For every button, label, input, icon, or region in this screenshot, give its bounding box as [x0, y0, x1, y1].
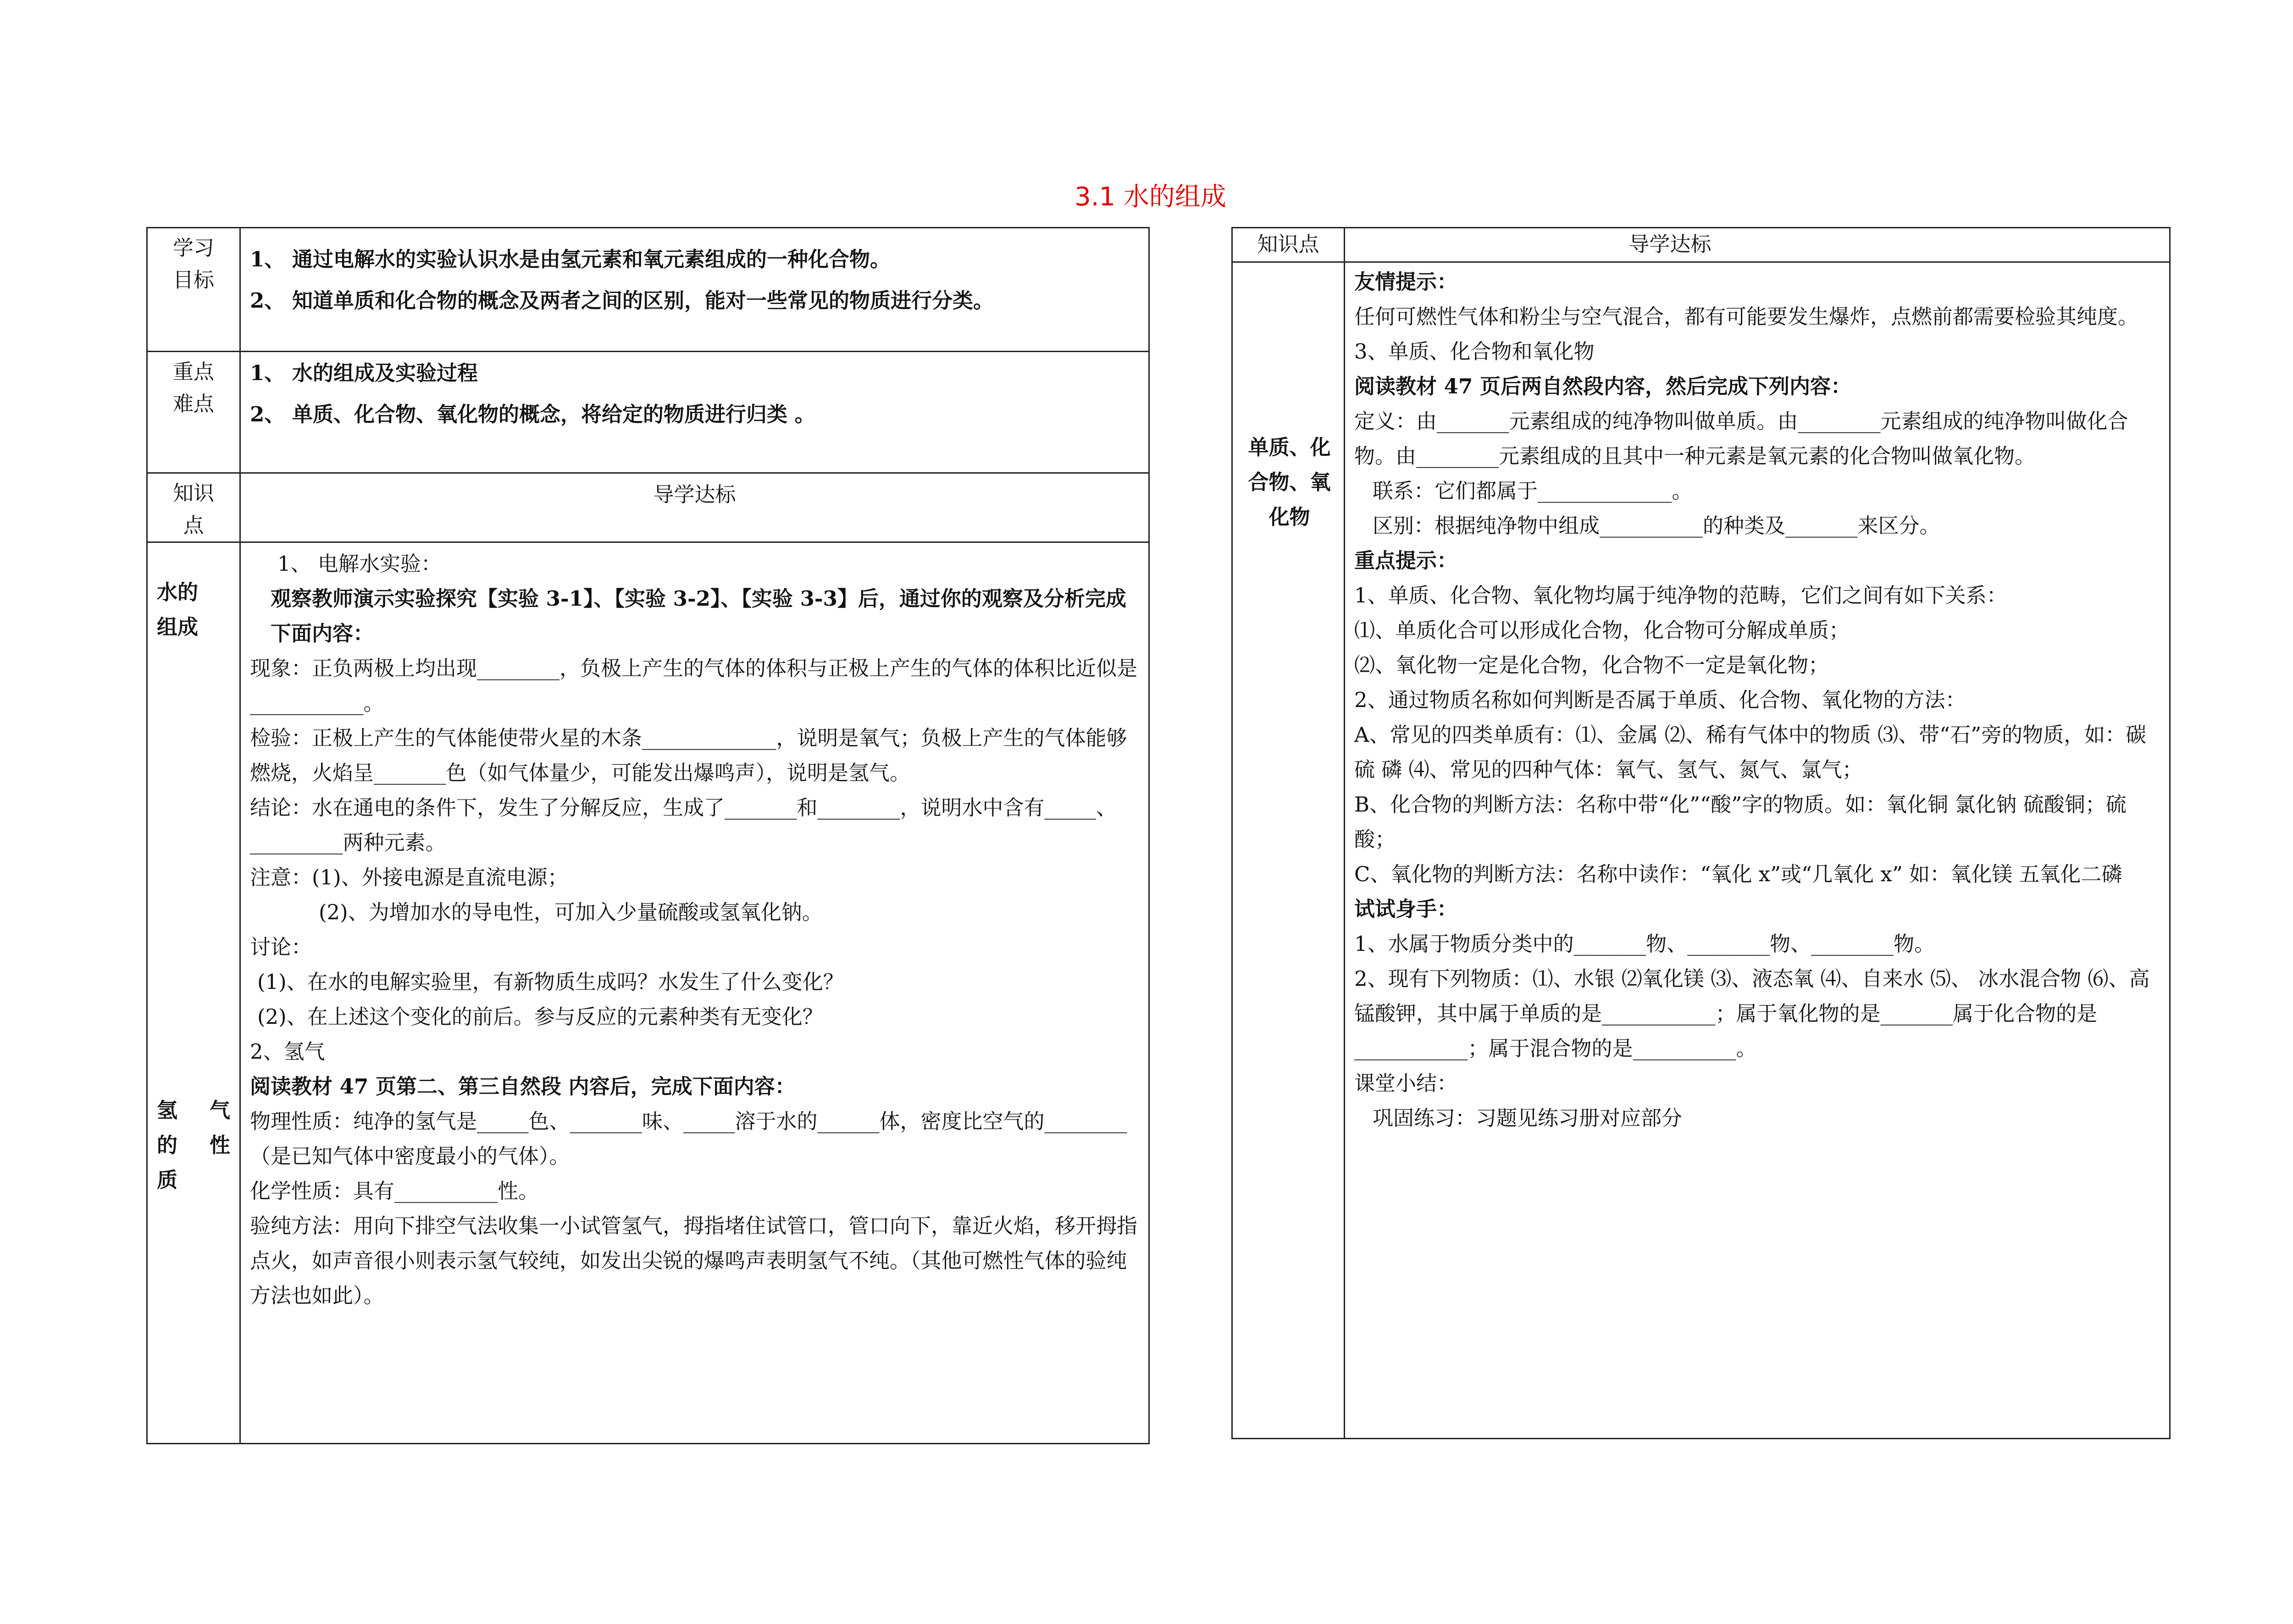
line-conclusion: 结论：水在通电的条件下，发生了分解反应，生成了_______和________，说明水中含有_____、_________两种元素。: [250, 795, 1117, 855]
guide-label-right: 导学达标: [1345, 228, 2170, 262]
line-method-a: A、常见的四类单质有：⑴、金属 ⑵、稀有气体中的物质 ⑶、带“石”旁的物质，如：碳 硫 磷 ⑷、常见的四种气体：氧气、氢气、氮气、氯气；: [1354, 723, 2147, 782]
line-definition: 定义：由_______元素组成的纯净物叫做单质。由________元素组成的纯净物叫做化合物。由________元素组成的且其中一种元素是氧元素的化合物叫做氧化物。: [1354, 409, 2128, 468]
left-header-row: [147, 473, 1149, 542]
keypoints-row: [147, 352, 1149, 473]
right-guide-table: [1231, 227, 2171, 1439]
line-hydrogen-heading: 2、氢气: [250, 1039, 325, 1064]
section-substance-classes-label: 单质、化合物、氧化物: [1248, 435, 1331, 529]
line-difference: 区别：根据纯净物中组成__________的种类及_______来区分。: [1373, 514, 1940, 538]
line-observe-instruction: 观察教师演示实验探究【实验 3-1】、【实验 3-2】、【实验 3-3】后，通过你的观察及分析完成下面内容：: [271, 586, 1126, 646]
line-physical-properties: 物理性质：纯净的氢气是_____色、_______味、_____溶于水的______体，密度比空气的________（是已知气体中密度最小的气体）。: [250, 1109, 1127, 1168]
line-note-1: 注意：(1)、外接电源是直流电源；: [250, 865, 568, 889]
goal-2: 2、 知道单质和化合物的概念及两者之间的区别，能对一些常见的物质进行分类。: [250, 288, 994, 313]
goals-label: 学习目标: [147, 228, 240, 352]
line-method-intro: 2、通过物质名称如何判断是否属于单质、化合物、氧化物的方法：: [1354, 688, 1966, 712]
line-exercise-2: 2、现有下列物质：⑴、水银 ⑵氧化镁 ⑶、液态氧 ⑷、自来水 ⑸、 冰水混合物 ⑹、高锰酸钾，其中属于单质的是___________；属于氧化物的是_______属于化合物的是___________；属于混合物的是__________。: [1354, 967, 2150, 1061]
section-water-composition-label: 水的组成: [157, 580, 199, 639]
right-header-row: [1232, 228, 2170, 262]
left-guide-table: [146, 227, 1150, 1444]
line-method-c: C、氧化物的判断方法：名称中读作：“氧化 x”或“几氧化 x” 如：氧化镁 五氧化二磷: [1354, 862, 2122, 886]
line-discussion-1: (1)、在水的电解实验里，有新物质生成吗？水发生了什么变化？: [257, 970, 844, 994]
line-test: 检验：正极上产生的气体能使带火星的木条_____________，说明是氧气；负极上产生的气体能够燃烧，火焰呈_______色（如气体量少，可能发出爆鸣声），说明是氢气。: [250, 726, 1127, 785]
line-class-summary: 课堂小结：: [1354, 1071, 1458, 1095]
page-title: 3.1 水的组成: [1074, 182, 1226, 212]
line-friendly-tip: 友情提示：: [1354, 270, 1458, 294]
line-try-it: 试试身手：: [1354, 897, 1458, 921]
kp-label-right: 知识点: [1232, 228, 1345, 262]
line-chemical-properties: 化学性质：具有__________性。: [250, 1179, 539, 1203]
kp-label-left: 知识点: [147, 473, 240, 542]
right-content-row: [1232, 262, 2170, 1439]
line-relationship-2: ⑵、氧化物一定是化合物，化合物不一定是氧化物；: [1354, 653, 1829, 677]
line-section3-heading: 3、单质、化合物和氧化物: [1354, 339, 1595, 364]
line-relationship-intro: 1、单质、化合物、氧化物均属于纯净物的范畴，它们之间有如下关系：: [1354, 583, 2007, 608]
line-discussion: 讨论：: [250, 935, 312, 959]
guide-label-left: 导学达标: [240, 473, 1149, 542]
line-note-2: (2)、为增加水的导电性，可加入少量硫酸或氢氧化钠。: [319, 900, 823, 924]
line-explosion-warning: 任何可燃性气体和粉尘与空气混合，都有可能要发生爆炸，点燃前都需要检验其纯度。: [1354, 304, 2139, 329]
line-electrolysis-heading: 1、 电解水实验：: [277, 552, 442, 576]
goal-1: 1、 通过电解水的实验认识水是由氢元素和氧元素组成的一种化合物。: [250, 247, 891, 271]
line-relationship-1: ⑴、单质化合可以形成化合物，化合物可分解成单质；: [1354, 618, 1850, 642]
keypoint-2: 2、 单质、化合物、氧化物的概念，将给定的物质进行归类 。: [250, 402, 815, 426]
line-read-instruction: 阅读教材 47 页第二、第三自然段 内容后，完成下面内容：: [250, 1074, 796, 1099]
line-phenomenon: 现象：正负两极上均出现________，负极上产生的气体的体积与正极上产生的气体的体积比近似是___________。: [250, 656, 1138, 715]
left-content-row: [147, 542, 1149, 1444]
line-relation: 联系：它们都属于_____________。: [1373, 479, 1693, 503]
line-exercise-1: 1、水属于物质分类中的_______物、________物、________物。: [1354, 932, 1935, 956]
keypoint-1: 1、 水的组成及实验过程: [250, 361, 478, 385]
line-consolidation: 巩固练习：习题见练习册对应部分: [1373, 1106, 1683, 1130]
line-purity-test: 验纯方法：用向下排空气法收集一小试管氢气，拇指堵住试管口，管口向下，靠近火焰，移开拇指点火，如声音很小则表示氢气较纯，如发出尖锐的爆鸣声表明氢气不纯。（其他可燃性气体的验纯方法也如此）。: [250, 1214, 1138, 1308]
line-read-instruction-2: 阅读教材 47 页后两自然段内容，然后完成下列内容：: [1354, 374, 1851, 398]
line-method-b: B、化合物的判断方法：名称中带“化”“酸”字的物质。如：氧化铜 氯化钠 硫酸铜；硫酸；: [1354, 792, 2127, 851]
keypoints-label: 重点难点: [147, 352, 240, 473]
line-key-tip: 重点提示：: [1354, 548, 1458, 573]
section-hydrogen-label: 氢 气 的 性 质: [157, 1098, 230, 1192]
line-discussion-2: (2)、在上述这个变化的前后。参与反应的元素种类有无变化？: [257, 1005, 823, 1029]
goals-row: [147, 228, 1149, 352]
